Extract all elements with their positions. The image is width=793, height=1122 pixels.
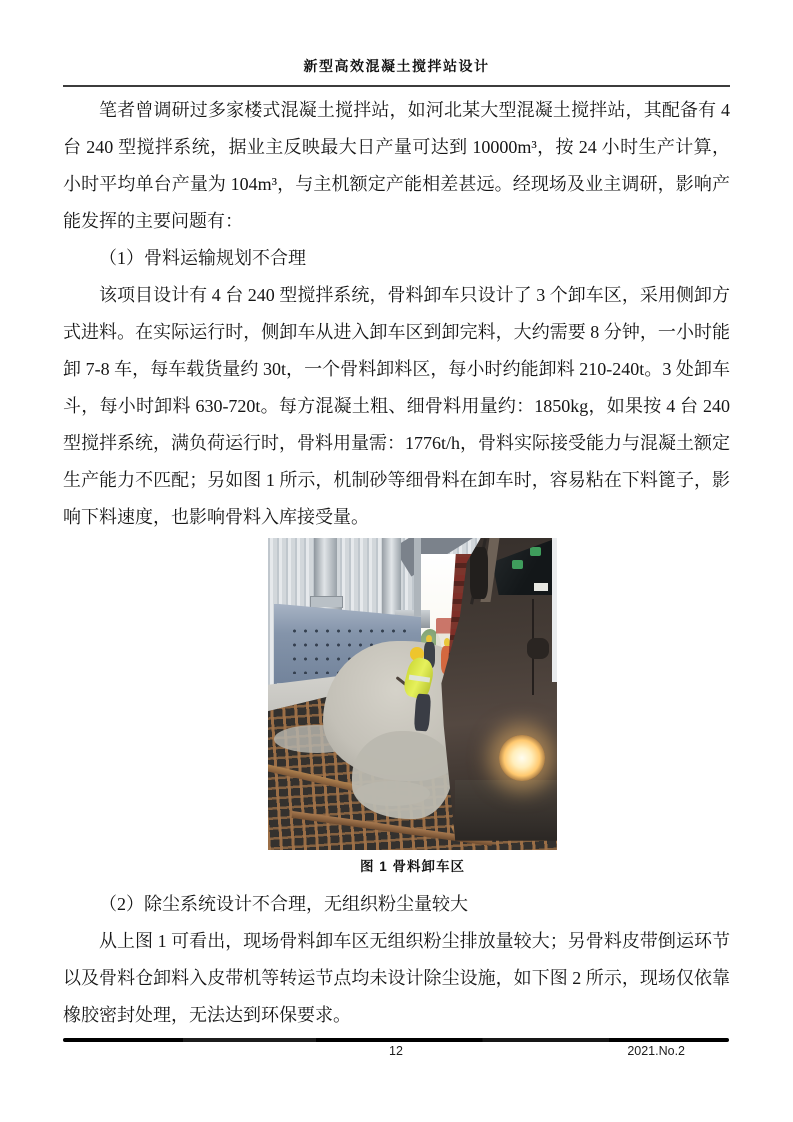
windshield-sticker-2 (530, 547, 542, 556)
windshield-sticker-3 (512, 560, 524, 569)
figure-1-photo (268, 538, 557, 850)
section-heading-2: （2）除尘系统设计不合理，无组织粉尘量较大 (99, 894, 468, 914)
truck-windshield (492, 538, 557, 595)
vest-reflective-stripe (408, 675, 429, 683)
page-footer (63, 1044, 729, 1062)
page-content (63, 0, 730, 1034)
worker-legs (413, 694, 431, 732)
body-paragraph-3: 从上图 1 可看出，现场骨料卸车区无组织粉尘排放量较大；另骨料皮带倒运环节以及骨料仓卸料入皮带机等转运节点均未设计除尘设施，如下图 2 所示，现场仅依靠橡胶密封处理，无法达到环保要求。 (63, 931, 730, 1025)
thin-pipe (414, 538, 422, 616)
truck-bumper (455, 780, 557, 841)
body-paragraph-1: 笔者曾调研过多家楼式混凝土搅拌站，如河北某大型混凝土搅拌站，其配备有 4 台 240 型搅拌系统，据业主反映最大日产量可达到 10000m³，按 24 小时生产计算，小时平均单台产量为 104m³，与主机额定产能相差甚远。经现场及业主调研，影响产能发挥的主要问题有： (63, 100, 730, 231)
windshield-sticker-1 (510, 541, 522, 550)
body-paragraph-2: 该项目设计有 4 台 240 型搅拌系统，骨料卸车只设计了 3 个卸车区，采用侧卸方式进料。在实际运行时，侧卸车从进入卸车区到卸完料，大约需要 8 分钟，一小时能卸 7-8 车，每车载货量约 30t，一个骨料卸料区，每小时约能卸料 210-240t。3 处卸车斗，每小时卸料 630-720t。每方混凝土粗、细骨料用量约：1850kg，如果按 4 台 240 型搅拌系统，满负荷运行时，骨料用量需：1776t/h，骨料实际接受能力与混凝土额定生产能力不匹配；另如图 1 所示，机制砂等细骨料在卸车时，容易粘在下料篦子，影响下料速度，也影响骨料入库接受量。 (63, 285, 730, 527)
truck-mirror (470, 547, 487, 598)
article-body-continued (63, 886, 730, 1034)
sand-spill (352, 731, 453, 818)
wall-sliver (552, 538, 557, 682)
figure-1 (268, 538, 557, 875)
windshield-tag (534, 583, 548, 590)
page-header-title: 新型高效混凝土搅拌站设计 (303, 60, 490, 75)
header-divider (63, 85, 730, 87)
footer-divider (63, 1038, 729, 1042)
page-header (63, 0, 730, 87)
section-heading-1: （1）骨料运输规划不合理 (99, 248, 306, 268)
figure-1-caption: 图 1 骨料卸车区 (359, 859, 465, 874)
article-body (63, 92, 730, 536)
page-number: 12 (389, 1044, 403, 1058)
issue-number: 2021.No.2 (627, 1044, 685, 1058)
truck-door-vent (527, 638, 549, 659)
exhaust-pipe-left-upper (314, 538, 337, 604)
worker-main (402, 647, 442, 731)
